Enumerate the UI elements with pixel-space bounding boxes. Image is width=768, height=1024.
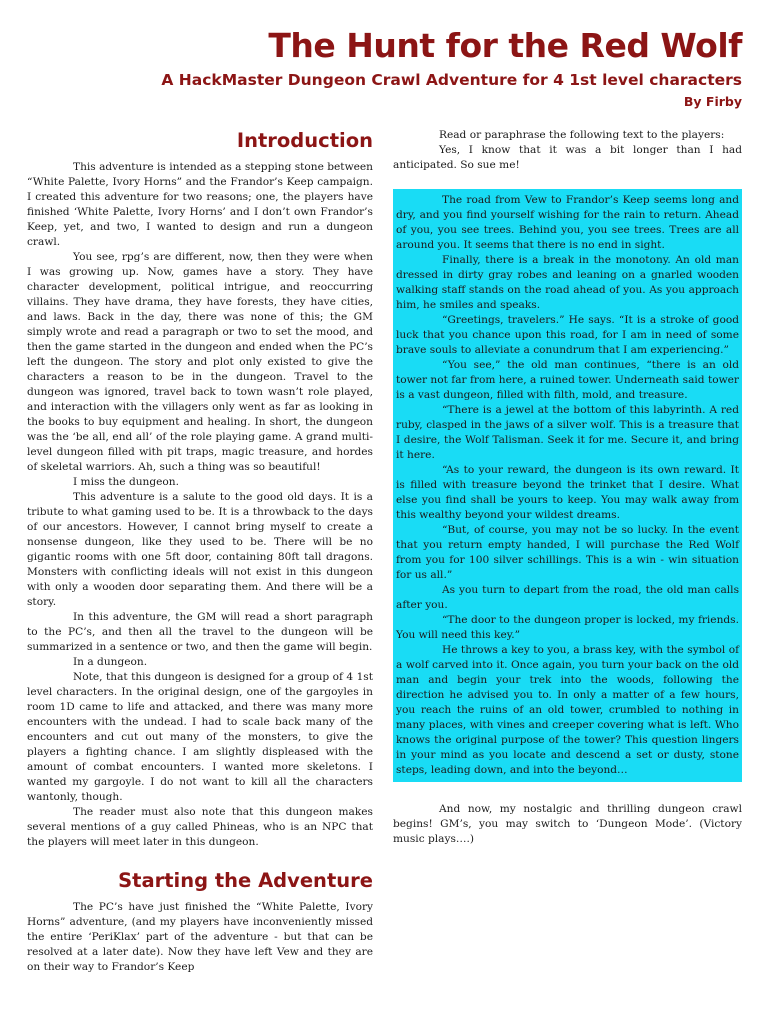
intro-paragraph: In this adventure, the GM will read a short paragraph to the PC’s, and then all the travel to the dungeon will be summarized in a sentence or two, and then the game will begin. bbox=[27, 611, 373, 653]
page-subtitle: A HackMaster Dungeon Crawl Adventure for 4 1st level characters bbox=[161, 71, 742, 89]
read-aloud-instruction: Read or paraphrase the following text to the players: bbox=[439, 129, 725, 141]
closing-paragraph: And now, my nostalgic and thrilling dungeon crawl begins! GM’s, you may switch to ‘Dungeon Mode’. (Victory music plays….) bbox=[393, 803, 742, 845]
starting-paragraph: The PC’s have just finished the “White Palette, Ivory Horns” adventure, (and my players have inconveniently missed the entire ‘PeriKlax’ part of the adventure - but that can be resolved at a later date). Now they have left Vew and they are on their way to Frandor’s Keep bbox=[27, 901, 373, 973]
callout-paragraph: He throws a key to you, a brass key, with the symbol of a wolf carved into it. Once again, you turn your back on the old man and begin your trek into the woods, following the direction he advised you to. In only a matter of a few hours, you reach the ruins of an old tower, crumbled to nothing in many places, with vines and creeper covering what is left. Who knows the original purpose of the tower? This question lingers in your mind as you locate and descend a set or dusty, stone steps, leading down, and into the beyond… bbox=[396, 644, 739, 776]
introduction-heading: Introduction bbox=[236, 129, 373, 152]
intro-paragraph: I miss the dungeon. bbox=[73, 476, 179, 488]
callout-paragraph: As you turn to depart from the road, the old man calls after you. bbox=[396, 584, 739, 611]
callout-paragraph: The road from Vew to Frandor’s Keep seems long and dry, and you find yourself wishing for the rain to return. Ahead of you, you see trees. Behind you, you see trees. Trees are all around you. It seems that there is no end in sight. bbox=[396, 194, 739, 251]
author-byline: By Firby bbox=[683, 94, 742, 109]
callout-paragraph: “You see,” the old man continues, “there is an old tower not far from here, a ruined tower. Underneath said tower is a vast dungeon, filled with filth, mold, and treasure. bbox=[396, 359, 739, 401]
callout-paragraph: “There is a jewel at the bottom of this labyrinth. A red ruby, clasped in the jaws of a silver wolf. This is a treasure that I desire, the Wolf Talisman. Seek it for me. Secure it, and bring it here. bbox=[396, 404, 739, 461]
read-aloud-callout bbox=[393, 189, 742, 782]
callout-paragraph: “But, of course, you may not be so lucky. In the event that you return empty handed, I will purchase the Red Wolf from you for 100 silver schillings. This is a win - win situation for us all.” bbox=[396, 524, 739, 581]
page-title: The Hunt for the Red Wolf bbox=[268, 26, 742, 65]
callout-paragraph: “Greetings, travelers.” He says. “It is a stroke of good luck that you chance upon this road, for I am in need of some brave souls to alleviate a conundrum that I am experiencing.” bbox=[396, 314, 739, 356]
intro-paragraph: The reader must also note that this dungeon makes several mentions of a guy called Phineas, who is an NPC that the players will meet later in this dungeon. bbox=[27, 806, 373, 848]
starting-adventure-heading: Starting the Adventure bbox=[118, 869, 373, 892]
callout-paragraph: Finally, there is a break in the monotony. An old man dressed in dirty gray robes and leaning on a gnarled wooden walking staff stands on the road ahead of you. As you approach him, he smiles and speaks. bbox=[396, 254, 739, 311]
intro-paragraph: Note, that this dungeon is designed for a group of 4 1st level characters. In the original design, one of the gargoyles in room 1D came to life and attacked, and there was many more encounters with the undead. I had to scale back many of the encounters and cut out many of the monsters, to give the players a fighting chance. I am slightly displeased with the amount of combat encounters. I wanted more skeletons. I wanted my gargoyle. I do not want to kill all the characters wantonly, though. bbox=[27, 671, 373, 803]
intro-paragraph: In a dungeon. bbox=[73, 656, 148, 668]
author-aside: Yes, I know that it was a bit longer than I had anticipated. So sue me! bbox=[393, 144, 742, 171]
callout-paragraph: “As to your reward, the dungeon is its own reward. It is filled with treasure beyond the trinket that I desire. What else you find shall be yours to keep. You may walk away from this wealthy beyond your wildest dreams. bbox=[396, 464, 739, 521]
intro-paragraph: This adventure is a salute to the good old days. It is a tribute to what gaming used to be. It is a throwback to the days of our ancestors. However, I cannot bring myself to create a nonsense dungeon, like they used to be. There will be no gigantic rooms with one 5ft door, containing 80ft tall dragons. Monsters with conflicting ideals will not exist in this dungeon with only a wooden door separating them. And there will be a story. bbox=[27, 491, 373, 608]
left-column bbox=[27, 128, 373, 975]
right-column bbox=[393, 128, 742, 847]
intro-paragraph: You see, rpg’s are different, now, then they were when I was growing up. Now, games have a story. They have character development, political intrigue, and reoccurring villains. They have drama, they have forests, they have cities, and laws. Back in the day, there was none of this; the GM simply wrote and read a paragraph or two to set the mood, and then the game started in the dungeon and ended when the PC’s left the dungeon. The story and plot only existed to give the characters a reason to be in the dungeon. Travel to the dungeon was ignored, travel back to town wasn’t role played, and interaction with the villagers only went as far as looking in the books to buy equipment and healing. In short, the dungeon was the ‘be all, end all’ of the role playing game. A grand multi-level dungeon filled with pit traps, magic treasure, and hordes of skeletal warriors. Ah, such a thing was so beautiful! bbox=[27, 251, 373, 473]
intro-paragraph: This adventure is intended as a stepping stone between “White Palette, Ivory Horns” and the Frandor’s Keep campaign. I created this adventure for two reasons; one, the players have finished ‘White Palette, Ivory Horns’ and I don’t own Frandor’s Keep, yet, and two, I wanted to design and run a dungeon crawl. bbox=[27, 161, 373, 248]
callout-paragraph: “The door to the dungeon proper is locked, my friends. You will need this key.” bbox=[396, 614, 739, 641]
